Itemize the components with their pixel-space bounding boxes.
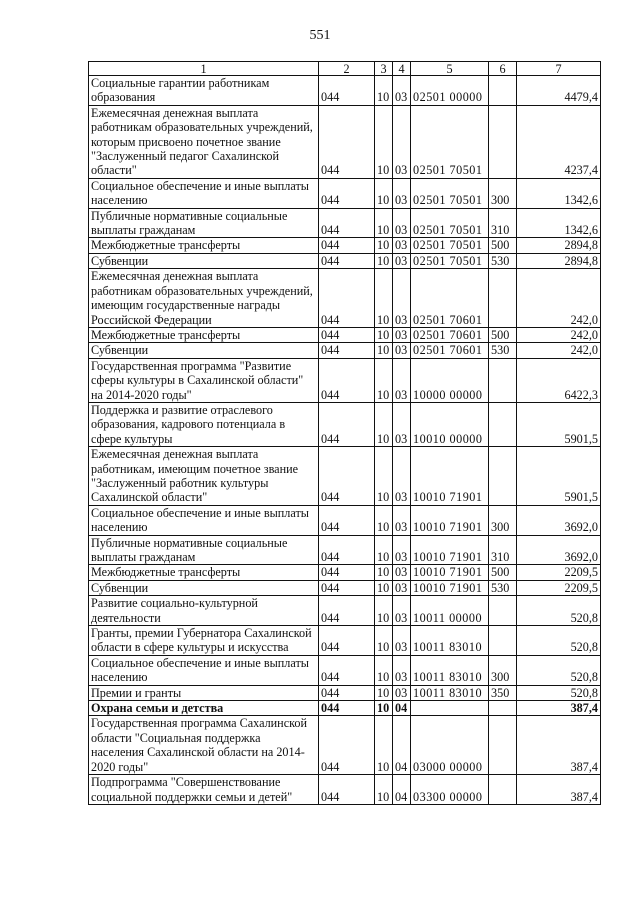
amount: 2894,8 <box>517 253 601 268</box>
row-name: Охрана семьи и детства <box>89 701 319 716</box>
amount: 5901,5 <box>517 447 601 506</box>
expense-type-code: 500 <box>489 565 517 580</box>
expense-type-code <box>489 596 517 626</box>
amount: 4237,4 <box>517 105 601 178</box>
row-name: Подпрограмма "Совершенствование социальной поддержки семьи и детей" <box>89 775 319 805</box>
section-code: 10 <box>375 580 393 595</box>
target-article-code: 10010 71901 <box>411 447 489 506</box>
subsection-code: 03 <box>393 343 411 358</box>
expense-type-code: 310 <box>489 208 517 238</box>
target-article-code: 02501 70501 <box>411 105 489 178</box>
table-row <box>89 178 601 208</box>
section-code: 10 <box>375 535 393 565</box>
row-name: Государственная программа Сахалинской области "Социальная поддержка населения Сахалинской области на 2014-2020 годы" <box>89 716 319 775</box>
row-name: Социальное обеспечение и иные выплаты населению <box>89 178 319 208</box>
target-article-code: 10010 71901 <box>411 505 489 535</box>
expense-type-code: 300 <box>489 655 517 685</box>
target-article-code: 10010 00000 <box>411 402 489 446</box>
section-code: 10 <box>375 775 393 805</box>
subsection-code: 03 <box>393 238 411 253</box>
subsection-code: 04 <box>393 775 411 805</box>
target-article-code: 10011 83010 <box>411 626 489 656</box>
ministry-code: 044 <box>319 535 375 565</box>
subsection-code: 03 <box>393 685 411 700</box>
row-name: Публичные нормативные социальные выплаты гражданам <box>89 208 319 238</box>
table-row <box>89 596 601 626</box>
ministry-code: 044 <box>319 447 375 506</box>
expense-type-code: 300 <box>489 505 517 535</box>
subsection-code: 03 <box>393 178 411 208</box>
row-name: Субвенции <box>89 343 319 358</box>
row-name: Публичные нормативные социальные выплаты гражданам <box>89 535 319 565</box>
section-code: 10 <box>375 402 393 446</box>
section-code: 10 <box>375 626 393 656</box>
section-code: 10 <box>375 269 393 328</box>
section-code: 10 <box>375 76 393 106</box>
amount: 1342,6 <box>517 178 601 208</box>
ministry-code: 044 <box>319 269 375 328</box>
expense-type-code: 310 <box>489 535 517 565</box>
subsection-code: 04 <box>393 701 411 716</box>
subsection-code: 03 <box>393 505 411 535</box>
subsection-code: 03 <box>393 565 411 580</box>
target-article-code: 10000 00000 <box>411 358 489 402</box>
ministry-code: 044 <box>319 580 375 595</box>
ministry-code: 044 <box>319 358 375 402</box>
row-name: Премии и гранты <box>89 685 319 700</box>
expense-type-code <box>489 775 517 805</box>
ministry-code: 044 <box>319 402 375 446</box>
amount: 3692,0 <box>517 505 601 535</box>
amount: 387,4 <box>517 701 601 716</box>
section-code: 10 <box>375 253 393 268</box>
target-article-code: 02501 70601 <box>411 269 489 328</box>
target-article-code: 10010 71901 <box>411 580 489 595</box>
header-cell: 7 <box>517 62 601 76</box>
row-name: Межбюджетные трансферты <box>89 565 319 580</box>
ministry-code: 044 <box>319 596 375 626</box>
row-name: Развитие социально-культурной деятельности <box>89 596 319 626</box>
expense-type-code <box>489 701 517 716</box>
table-row <box>89 358 601 402</box>
ministry-code: 044 <box>319 626 375 656</box>
expense-type-code: 530 <box>489 343 517 358</box>
expense-type-code: 350 <box>489 685 517 700</box>
section-code: 10 <box>375 655 393 685</box>
expense-type-code: 500 <box>489 327 517 342</box>
amount: 2209,5 <box>517 580 601 595</box>
section-code: 10 <box>375 208 393 238</box>
subsection-code: 03 <box>393 580 411 595</box>
target-article-code: 10011 00000 <box>411 596 489 626</box>
section-code: 10 <box>375 596 393 626</box>
ministry-code: 044 <box>319 105 375 178</box>
subsection-code: 03 <box>393 105 411 178</box>
subsection-code: 03 <box>393 596 411 626</box>
target-article-code: 10011 83010 <box>411 685 489 700</box>
expense-type-code: 530 <box>489 253 517 268</box>
row-name: Ежемесячная денежная выплата работникам, имеющим почетное звание "Заслуженный работник культуры Сахалинской области" <box>89 447 319 506</box>
expense-type-code <box>489 105 517 178</box>
subsection-code: 03 <box>393 655 411 685</box>
subsection-code: 03 <box>393 626 411 656</box>
subsection-code: 03 <box>393 447 411 506</box>
amount: 6422,3 <box>517 358 601 402</box>
ministry-code: 044 <box>319 685 375 700</box>
subsection-code: 03 <box>393 208 411 238</box>
subsection-code: 03 <box>393 327 411 342</box>
ministry-code: 044 <box>319 327 375 342</box>
header-cell: 4 <box>393 62 411 76</box>
row-name: Государственная программа "Развитие сферы культуры в Сахалинской области" на 2014-2020 годы" <box>89 358 319 402</box>
amount: 387,4 <box>517 775 601 805</box>
subsection-code: 03 <box>393 358 411 402</box>
section-code: 10 <box>375 447 393 506</box>
section-code: 10 <box>375 505 393 535</box>
target-article-code <box>411 701 489 716</box>
row-name: Межбюджетные трансферты <box>89 238 319 253</box>
target-article-code: 02501 70601 <box>411 327 489 342</box>
expense-type-code <box>489 269 517 328</box>
amount: 520,8 <box>517 685 601 700</box>
ministry-code: 044 <box>319 76 375 106</box>
row-name: Социальные гарантии работникам образования <box>89 76 319 106</box>
amount: 520,8 <box>517 596 601 626</box>
table-row <box>89 716 601 775</box>
subsection-code: 03 <box>393 402 411 446</box>
expense-type-code <box>489 626 517 656</box>
header-cell: 2 <box>319 62 375 76</box>
table-row <box>89 626 601 656</box>
table-row <box>89 701 601 716</box>
amount: 1342,6 <box>517 208 601 238</box>
table-row <box>89 253 601 268</box>
header-cell: 1 <box>89 62 319 76</box>
section-code: 10 <box>375 358 393 402</box>
table-row <box>89 343 601 358</box>
expense-type-code <box>489 76 517 106</box>
ministry-code: 044 <box>319 716 375 775</box>
row-name: Межбюджетные трансферты <box>89 327 319 342</box>
subsection-code: 03 <box>393 76 411 106</box>
row-name: Поддержка и развитие отраслевого образования, кадрового потенциала в сфере культуры <box>89 402 319 446</box>
subsection-code: 03 <box>393 535 411 565</box>
row-name: Субвенции <box>89 580 319 595</box>
section-code: 10 <box>375 685 393 700</box>
table-row <box>89 565 601 580</box>
amount: 2894,8 <box>517 238 601 253</box>
ministry-code: 044 <box>319 178 375 208</box>
table-row <box>89 685 601 700</box>
target-article-code: 10010 71901 <box>411 565 489 580</box>
table-row <box>89 580 601 595</box>
header-cell: 6 <box>489 62 517 76</box>
ministry-code: 044 <box>319 655 375 685</box>
target-article-code: 02501 70501 <box>411 253 489 268</box>
table-row <box>89 208 601 238</box>
section-code: 10 <box>375 343 393 358</box>
amount: 520,8 <box>517 655 601 685</box>
ministry-code: 044 <box>319 775 375 805</box>
expense-type-code <box>489 447 517 506</box>
ministry-code: 044 <box>319 208 375 238</box>
section-code: 10 <box>375 565 393 580</box>
table-row <box>89 535 601 565</box>
target-article-code: 02501 00000 <box>411 76 489 106</box>
table-row <box>89 505 601 535</box>
expense-type-code: 300 <box>489 178 517 208</box>
amount: 520,8 <box>517 626 601 656</box>
expense-type-code <box>489 402 517 446</box>
header-row <box>89 62 601 76</box>
budget-table <box>88 61 601 805</box>
target-article-code: 02501 70601 <box>411 343 489 358</box>
table-row <box>89 655 601 685</box>
section-code: 10 <box>375 178 393 208</box>
section-code: 10 <box>375 238 393 253</box>
subsection-code: 03 <box>393 269 411 328</box>
row-name: Социальное обеспечение и иные выплаты населению <box>89 655 319 685</box>
table-row <box>89 447 601 506</box>
ministry-code: 044 <box>319 238 375 253</box>
section-code: 10 <box>375 327 393 342</box>
amount: 2209,5 <box>517 565 601 580</box>
row-name: Социальное обеспечение и иные выплаты населению <box>89 505 319 535</box>
amount: 387,4 <box>517 716 601 775</box>
expense-type-code <box>489 358 517 402</box>
target-article-code: 02501 70501 <box>411 238 489 253</box>
expense-type-code <box>489 716 517 775</box>
ministry-code: 044 <box>319 253 375 268</box>
section-code: 10 <box>375 105 393 178</box>
table-row <box>89 269 601 328</box>
amount: 4479,4 <box>517 76 601 106</box>
amount: 3692,0 <box>517 535 601 565</box>
subsection-code: 03 <box>393 253 411 268</box>
ministry-code: 044 <box>319 565 375 580</box>
table-row <box>89 238 601 253</box>
expense-type-code: 530 <box>489 580 517 595</box>
table-row <box>89 76 601 106</box>
page-number: 551 <box>309 28 331 43</box>
table-row <box>89 105 601 178</box>
row-name: Ежемесячная денежная выплата работникам образовательных учреждений, имеющим государственные награды Российской Федерации <box>89 269 319 328</box>
header-cell: 5 <box>411 62 489 76</box>
amount: 5901,5 <box>517 402 601 446</box>
target-article-code: 03300 00000 <box>411 775 489 805</box>
subsection-code: 04 <box>393 716 411 775</box>
row-name: Субвенции <box>89 253 319 268</box>
target-article-code: 02501 70501 <box>411 208 489 238</box>
target-article-code: 10010 71901 <box>411 535 489 565</box>
row-name: Гранты, премии Губернатора Сахалинской области в сфере культуры и искусства <box>89 626 319 656</box>
section-code: 10 <box>375 701 393 716</box>
target-article-code: 10011 83010 <box>411 655 489 685</box>
amount: 242,0 <box>517 343 601 358</box>
table-row <box>89 327 601 342</box>
table-row <box>89 402 601 446</box>
row-name: Ежемесячная денежная выплата работникам образовательных учреждений, которым присвоено почетное звание "Заслуженный педагог Сахалинской области" <box>89 105 319 178</box>
target-article-code: 03000 00000 <box>411 716 489 775</box>
ministry-code: 044 <box>319 505 375 535</box>
table-row <box>89 775 601 805</box>
expense-type-code: 500 <box>489 238 517 253</box>
amount: 242,0 <box>517 327 601 342</box>
ministry-code: 044 <box>319 343 375 358</box>
target-article-code: 02501 70501 <box>411 178 489 208</box>
header-cell: 3 <box>375 62 393 76</box>
section-code: 10 <box>375 716 393 775</box>
amount: 242,0 <box>517 269 601 328</box>
ministry-code: 044 <box>319 701 375 716</box>
